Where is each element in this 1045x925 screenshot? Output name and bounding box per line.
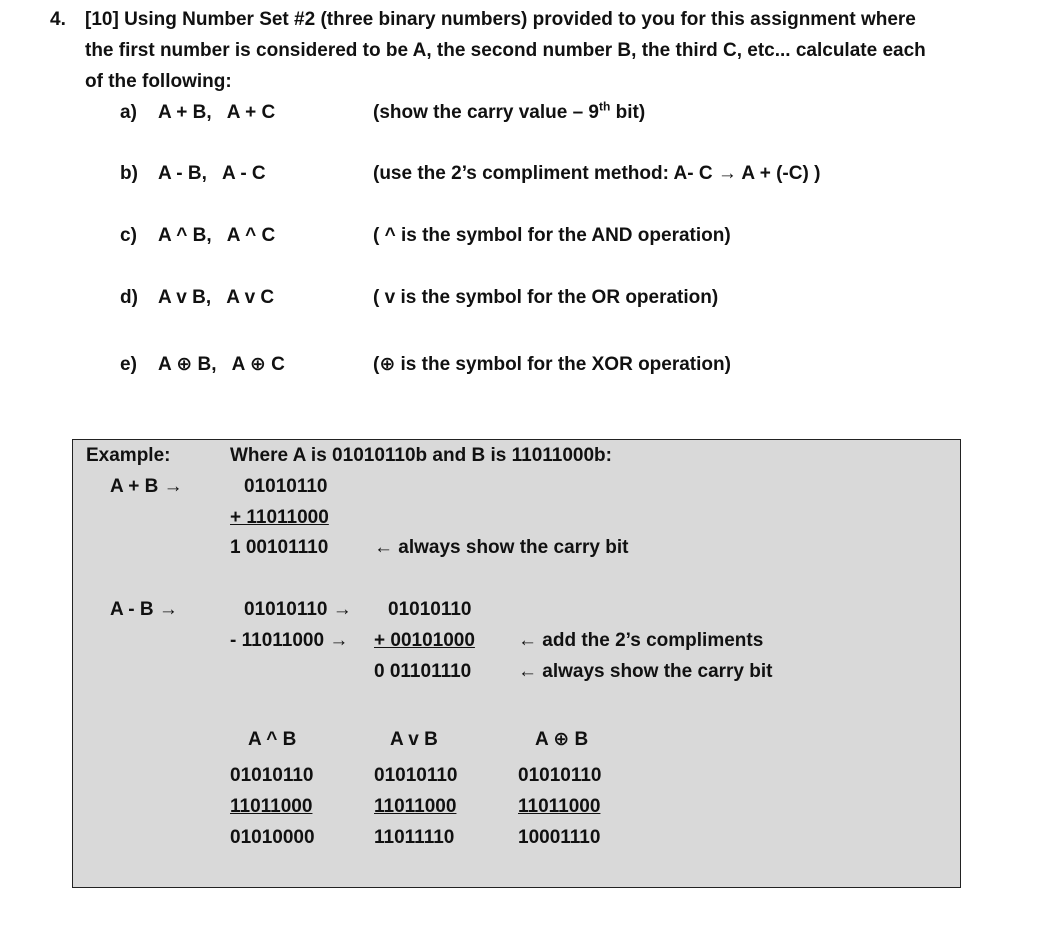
subtraction-note-1: ← add the 2’s compliments bbox=[518, 630, 764, 651]
subtraction-converted-2: + 00101000 bbox=[374, 630, 475, 651]
example-heading: Where A is 01010110b and B is 11011000b: bbox=[230, 445, 612, 466]
part-e-note: (⊕ is the symbol for the XOR operation) bbox=[373, 354, 731, 375]
part-a-note: (show the carry value – 9th bit) bbox=[373, 99, 646, 123]
part-b-expression: A - B, A - C bbox=[158, 163, 266, 184]
addition-label: A + B → bbox=[110, 476, 183, 497]
subtraction-note-2: ← always show the carry bit bbox=[518, 661, 773, 682]
subtraction-label: A - B → bbox=[110, 599, 178, 620]
part-b-note: (use the 2’s compliment method: A- C → A + (-C) ) bbox=[373, 163, 821, 184]
addition-operand-1: 01010110 bbox=[244, 476, 328, 497]
part-c-letter: c) bbox=[120, 225, 137, 246]
subtraction-operand-2: - 11011000 → bbox=[230, 630, 349, 651]
addition-carry-note: ← always show the carry bit bbox=[374, 537, 629, 558]
part-e-expression: A ⊕ B, A ⊕ C bbox=[158, 354, 285, 375]
part-e-letter: e) bbox=[120, 354, 137, 375]
xor-result: 10001110 bbox=[518, 827, 601, 848]
xor-header: A ⊕ B bbox=[535, 729, 589, 750]
and-result: 01010000 bbox=[230, 827, 315, 848]
subtraction-converted-1: 01010110 bbox=[388, 599, 472, 620]
part-b-letter: b) bbox=[120, 163, 138, 184]
or-operand-2: 11011000 bbox=[374, 796, 457, 817]
addition-result: 1 00101110 bbox=[230, 537, 329, 558]
and-operand-1: 01010110 bbox=[230, 765, 314, 786]
question-line-1: [10] Using Number Set #2 (three binary numbers) provided to you for this assignment where bbox=[85, 9, 916, 30]
and-operand-2: 11011000 bbox=[230, 796, 313, 817]
example-box bbox=[72, 439, 961, 888]
example-label: Example: bbox=[86, 445, 171, 466]
subtraction-result: 0 01101110 bbox=[374, 661, 472, 682]
part-d-expression: A v B, A v C bbox=[158, 287, 275, 308]
xor-operand-2: 11011000 bbox=[518, 796, 601, 817]
or-operand-1: 01010110 bbox=[374, 765, 458, 786]
subtraction-operand-1: 01010110 → bbox=[244, 599, 352, 620]
part-a-expression: A + B, A + C bbox=[158, 102, 276, 123]
or-header: A v B bbox=[390, 729, 438, 750]
and-header: A ^ B bbox=[248, 729, 297, 750]
part-d-letter: d) bbox=[120, 287, 138, 308]
question-line-2: the first number is considered to be A, the second number B, the third C, etc... calculate each bbox=[85, 40, 926, 61]
or-result: 11011110 bbox=[374, 827, 455, 848]
part-c-note: ( ^ is the symbol for the AND operation) bbox=[373, 225, 731, 246]
part-d-note: ( v is the symbol for the OR operation) bbox=[373, 287, 719, 308]
part-a-letter: a) bbox=[120, 102, 137, 123]
question-line-3: of the following: bbox=[85, 71, 232, 92]
part-c-expression: A ^ B, A ^ C bbox=[158, 225, 276, 246]
question-number: 4. bbox=[50, 9, 66, 30]
xor-operand-1: 01010110 bbox=[518, 765, 602, 786]
addition-operand-2: + 11011000 bbox=[230, 507, 329, 528]
